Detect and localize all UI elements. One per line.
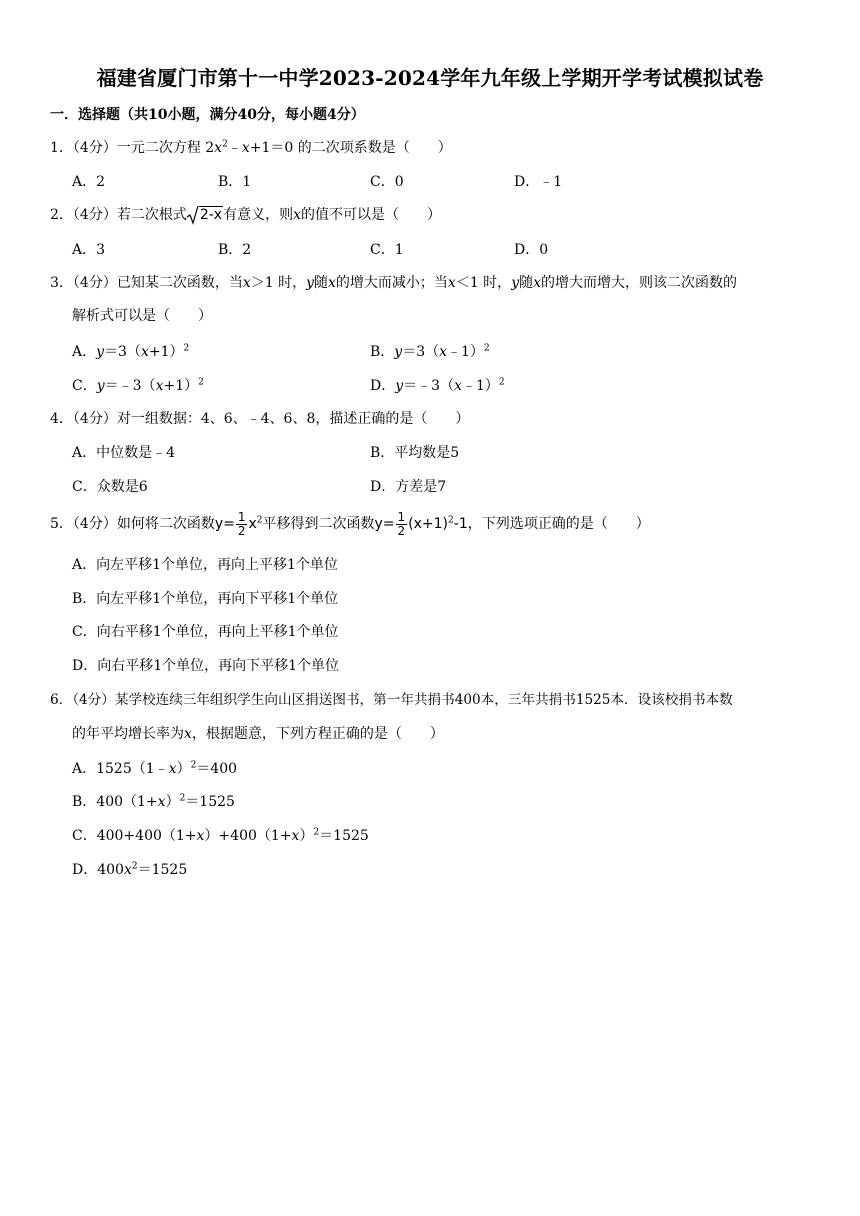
fraction-1: $\frac{1}{2}$ xyxy=(237,509,246,538)
q5-option-b[interactable]: B．向左平移1个单位，再向下平移1个单位 xyxy=(72,591,339,607)
function-1-lhs: y= xyxy=(214,516,235,532)
q1-option-d[interactable]: D．﹣1 xyxy=(514,174,563,190)
q1-option-c[interactable]: C．0 xyxy=(370,174,404,190)
q1-option-b[interactable]: B．1 xyxy=(218,174,252,190)
q2-option-a[interactable]: A．3 xyxy=(72,242,106,258)
q3-option-a[interactable]: A．$y=3(x+1)^2$ xyxy=(72,343,190,360)
q6-option-c[interactable]: C．$400+400(1+x)+400(1+x)^2=1525$ xyxy=(72,827,369,844)
question-4: 4．（4分）对一组数据：4、6、﹣4、6、8，描述正确的是（ ） xyxy=(50,411,470,427)
q6-option-b[interactable]: B．$400(1+x)^2=1525$ xyxy=(72,793,235,810)
q6-option-d[interactable]: D．$400x^2=1525$ xyxy=(72,861,188,878)
q5-option-c[interactable]: C．向右平移1个单位，再向上平移1个单位 xyxy=(72,624,339,640)
q2-option-c[interactable]: C．1 xyxy=(370,242,404,258)
question-6-line-2: 的年平均增长率为x，根据题意，下列方程正确的是（ ） xyxy=(72,726,444,742)
question-1: 1．（4分）一元二次方程 $2x^2﹣x+1=0$ 的二次项系数是（ ） xyxy=(50,139,452,156)
question-3-line-1: 3．（4分）已知某二次函数，当x＞1 时，y随x的增大而减小；当x＜1 时，y随x的增大而增大，则该二次函数的 xyxy=(50,275,738,291)
q4-option-b[interactable]: B．平均数是5 xyxy=(370,445,460,461)
section-heading: 一．选择题（共10小题，满分40分，每小题4分） xyxy=(50,107,365,123)
q1-option-a[interactable]: A．2 xyxy=(72,174,106,190)
question-5: 5．（4分）如何将二次函数y= $\frac{1}{2}$ $x^2$平移得到二次函数y= $\frac{1}{2}$ $(x+1)^2-1$，下列选项正确的是（ ） xyxy=(50,509,650,538)
q4-option-c[interactable]: C．众数是6 xyxy=(72,479,148,495)
function-2-lhs: y= xyxy=(374,516,395,532)
q2-option-d[interactable]: D．0 xyxy=(514,242,549,258)
q5-option-a[interactable]: A．向左平移1个单位，再向上平移1个单位 xyxy=(72,557,338,573)
q3-option-d[interactable]: D．y＝﹣3（x﹣1）$^2$ xyxy=(370,377,505,394)
q6-option-a[interactable]: A．1525（1﹣x）$^2$＝400 xyxy=(72,760,238,777)
q3-option-c[interactable]: C．$y=﹣3(x+1)^2$ xyxy=(72,377,204,394)
question-6-line-1: 6．（4分）某学校连续三年组织学生向山区捐送图书，第一年共捐书400本，三年共捐书1525本．设该校捐书本数 xyxy=(50,692,733,708)
q2-option-b[interactable]: B．2 xyxy=(218,242,252,258)
question-2: 2．（4分）若二次根式 2-x有意义，则x的值不可以是（ ） xyxy=(50,207,441,223)
fraction-2: $\frac{1}{2}$ xyxy=(397,509,406,538)
q4-option-a[interactable]: A．中位数是﹣4 xyxy=(72,445,176,461)
radical-sign-icon xyxy=(187,205,199,225)
q5-option-d[interactable]: D．向右平移1个单位，再向下平移1个单位 xyxy=(72,658,340,674)
page-title: 福建省厦门市第十一中学2023-2024学年九年级上学期开学考试模拟试卷 xyxy=(96,66,764,90)
q3-option-b[interactable]: B．y＝3（x﹣1）$^2$ xyxy=(370,343,490,360)
sqrt-expression: 2-x xyxy=(187,205,223,225)
question-3-line-2: 解析式可以是（ ） xyxy=(72,308,212,324)
q4-option-d[interactable]: D．方差是7 xyxy=(370,479,447,495)
